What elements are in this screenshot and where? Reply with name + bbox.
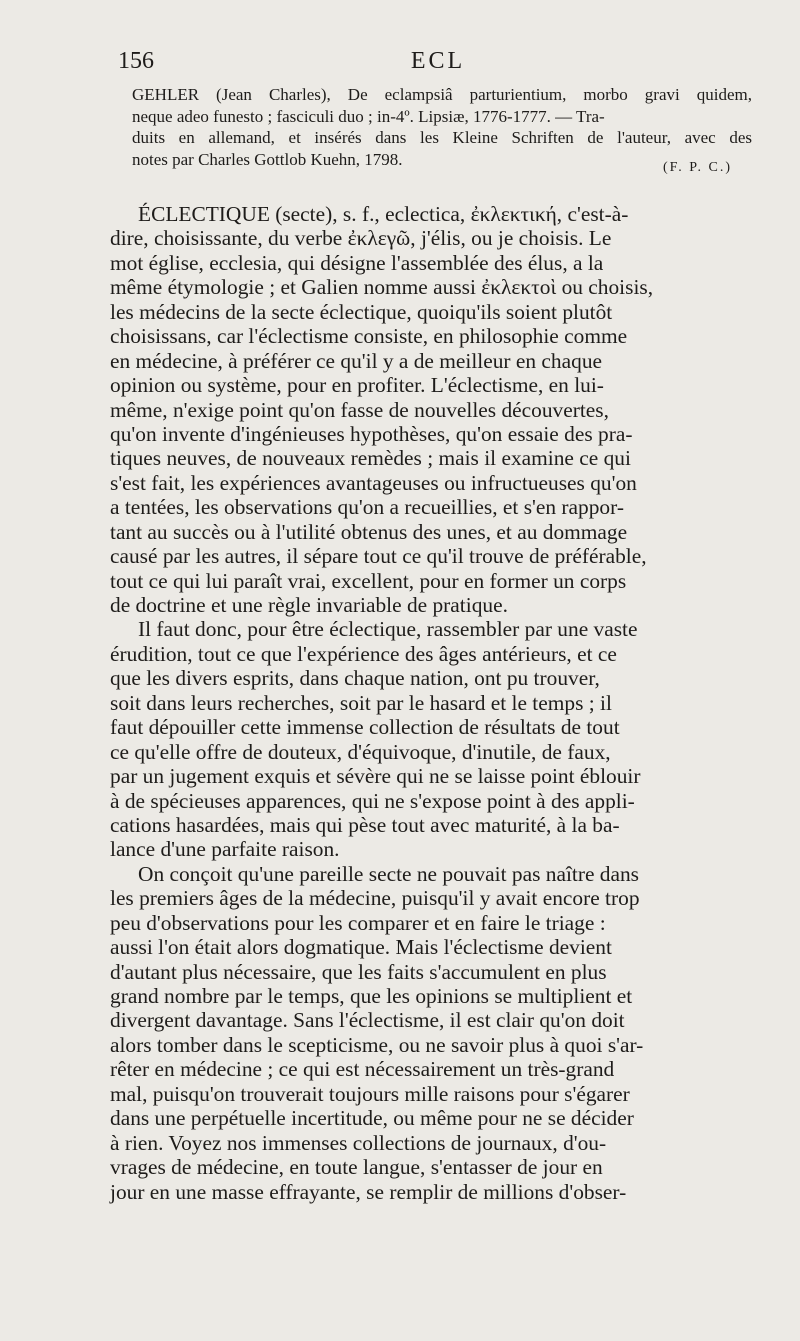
text-line: soit dans leurs recherches, soit par le hasard et le temps ; il [110,690,612,715]
text-line: tout ce qui lui paraît vrai, excellent, pour en former un corps [110,568,627,593]
text-line: cations hasardées, mais qui pèse tout avec maturité, à la ba- [110,812,620,837]
bibliography-line: duits en allemand, et insérés dans les Kleine Schriften de l'auteur, avec des [132,128,752,147]
text-line: d'autant plus nécessaire, que les faits s'accumulent en plus [110,959,607,984]
text-line: Il faut donc, pour être éclectique, rassembler par une vaste [138,617,638,642]
author-signature: (F. P. C.) [662,160,732,175]
text-line: tant au succès ou à l'utilité obtenus des unes, et au dommage [110,519,628,544]
text-line: opinion ou système, pour en profiter. L'éclectisme, en lui- [110,373,604,398]
running-head: ECL [410,48,466,74]
text-line: à rien. Voyez nos immenses collections de journaux, d'ou- [110,1130,607,1155]
text-line: a tentées, les observations qu'on a recueillies, et s'en rappor- [110,495,624,520]
text-line: même étymologie ; et Galien nomme aussi ἐκλεκτοὶ ou choisis, [110,275,654,300]
text-line: grand nombre par le temps, que les opinions se multiplient et [110,984,633,1008]
text-line: les premiers âges de la médecine, puisqu'il y avait encore trop [110,886,640,911]
text-line: tiques neuves, de nouveaux remèdes ; mais il examine ce qui [110,446,631,471]
text-line: choisissans, car l'éclectisme consiste, en philosophie comme [110,324,628,349]
text-line: rêter en médecine ; ce qui est nécessairement un très-grand [110,1057,615,1082]
text-line: aussi l'on était alors dogmatique. Mais l'éclectisme devient [110,935,612,960]
bibliography-line: neque adeo funesto ; fasciculi duo ; in-4º. Lipsiæ, 1776-1777. — Tra- [132,106,605,126]
text-line: les médecins de la secte éclectique, quoiqu'ils soient plutôt [110,299,613,324]
text-line: en médecine, à préférer ce qu'il y a de meilleur en chaque [110,348,603,373]
text-line: peu d'observations pour les comparer et en faire le triage : [110,910,606,935]
text-line: s'est fait, les expériences avantageuses ou infructueuses qu'on [110,470,637,495]
bibliography-line: notes par Charles Gottlob Kuehn, 1798. [132,149,403,169]
text-line: lance d'une parfaite raison. [110,837,340,862]
text-line: érudition, tout ce que l'expérience des âges antérieurs, et ce [110,641,617,666]
text-line: dans une perpétuelle incertitude, ou même pour ne se décider [110,1106,634,1131]
text-line: de doctrine et une règle invariable de pratique. [110,593,508,617]
text-line: dire, choisissante, du verbe ἐκλεγῶ, j'élis, ou je choisis. Le [110,226,612,251]
text-line: divergent davantage. Sans l'éclectisme, il est clair qu'on doit [110,1008,625,1033]
text-line: mal, puisqu'on trouverait toujours mille raisons pour s'égarer [110,1081,630,1106]
text-line: faut dépouiller cette immense collection de résultats de tout [110,715,620,740]
text-line: même, n'exige point qu'on fasse de nouvelles découvertes, [110,397,609,422]
text-line: ce qu'elle offre de douteux, d'équivoque, d'inutile, de faux, [110,739,611,764]
text-line: On conçoit qu'une pareille secte ne pouvait pas naître dans [138,861,640,886]
text-line: causé par les autres, il sépare tout ce qu'il trouve de préférable, [110,544,647,569]
text-line: alors tomber dans le scepticisme, ou ne savoir plus à quoi s'ar- [110,1032,644,1057]
bibliography-entry [132,84,752,170]
text-line: à de spécieuses apparences, qui ne s'expose point à des appli- [110,788,635,813]
page-number: 156 [118,48,154,74]
bibliography-line: GEHLER (Jean Charles), De eclampsiâ parturientium, morbo gravi quidem, [132,85,752,104]
text-line: mot église, ecclesia, qui désigne l'assemblée des élus, a la [110,250,604,275]
text-line: par un jugement exquis et sévère qui ne se laisse point éblouir [110,764,641,789]
text-line: qu'on invente d'ingénieuses hypothèses, qu'on essaie des pra- [110,421,633,446]
page-header [118,48,758,82]
text-line: vrages de médecine, en toute langue, s'entasser de jour en [110,1155,603,1180]
text-line: que les divers esprits, dans chaque nation, ont pu trouver, [110,666,600,691]
text-line: jour en une masse effrayante, se remplir de millions d'obser- [110,1179,627,1204]
article-body [110,202,774,1204]
text-line: ÉCLECTIQUE (secte), s. f., eclectica, ἐκλεκτική, c'est-à- [138,202,629,226]
